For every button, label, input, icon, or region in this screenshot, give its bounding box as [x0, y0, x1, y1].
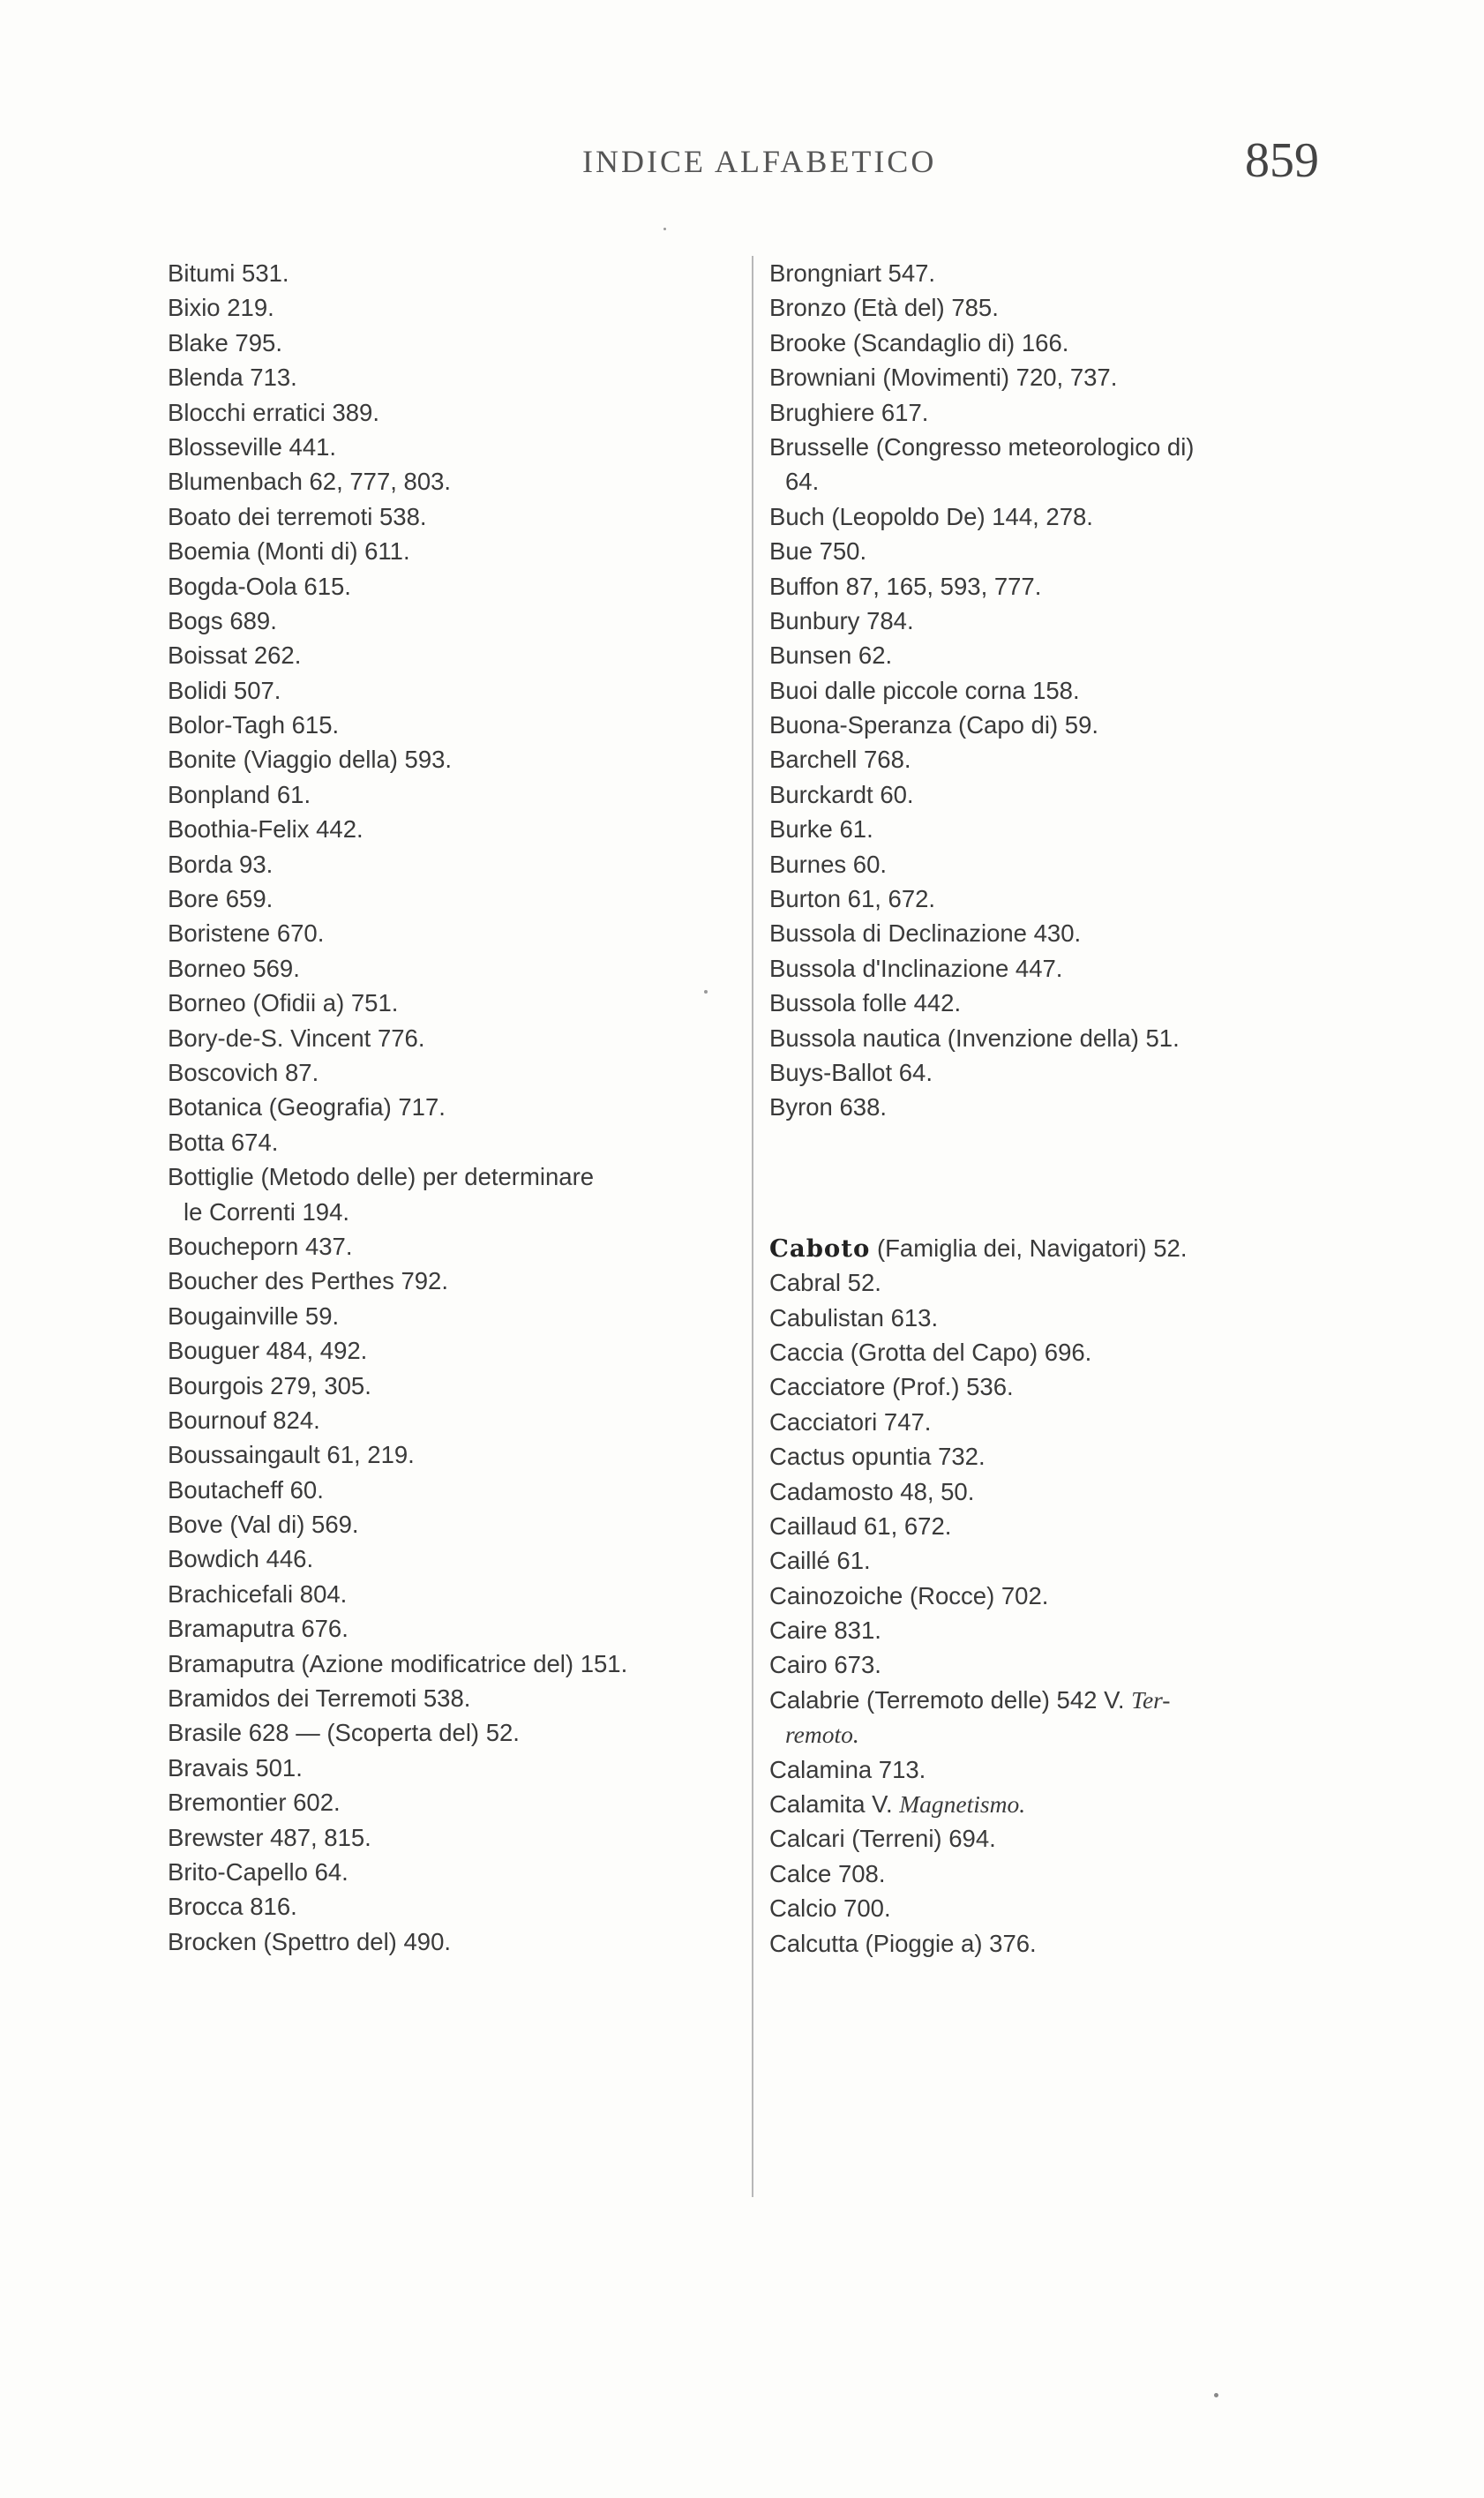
index-entry: Bourgois 279, 305.	[168, 1371, 371, 1399]
index-entry: Blosseville 441.	[168, 432, 337, 461]
index-entry: Brusselle (Congresso meteorologico di)	[769, 432, 1195, 461]
index-entry: Bowdich 446.	[168, 1545, 314, 1573]
index-entry: Cabral 52.	[769, 1269, 881, 1297]
page-header	[132, 132, 1319, 194]
index-entry-continuation	[769, 1717, 1369, 1752]
index-entry: Bunbury 784.	[769, 606, 914, 634]
index-entry: Calamina 713.	[769, 1755, 926, 1783]
index-entry: Burckardt 60.	[769, 780, 914, 808]
index-entry: Bitumi 531.	[168, 259, 289, 287]
index-entry: Bussola d'Inclinazione 447.	[769, 954, 1063, 982]
index-entry: Bue 750.	[769, 537, 867, 566]
index-entry: Barchell 768.	[769, 746, 911, 774]
index-entry-continuation: 64.	[785, 468, 820, 496]
index-entry: Brito-Capello 64.	[168, 1857, 349, 1886]
section-gap	[769, 1125, 1369, 1231]
calabrie-text: Calabrie (Terremoto delle) 542 V.	[769, 1685, 1132, 1714]
index-entry: Bogs 689.	[168, 606, 277, 634]
index-entry: Bussola di Declinazione 430.	[769, 919, 1082, 948]
left-index-column	[168, 256, 776, 1959]
index-entry: Bixio 219.	[168, 294, 274, 322]
index-entry: Cadamosto 48, 50.	[769, 1477, 975, 1505]
index-entry: Boristene 670.	[168, 919, 325, 948]
index-entry: Calcutta (Pioggie a) 376.	[769, 1929, 1037, 1957]
section-lead-rest: (Famiglia dei, Navigatori) 52.	[876, 1234, 1188, 1262]
index-entry: Burnes 60.	[769, 850, 888, 878]
index-entry: Bolor-Tagh 615.	[168, 711, 340, 739]
index-entry: Byron 638.	[769, 1093, 888, 1121]
index-entry: Borda 93.	[168, 850, 274, 878]
index-entry: Cacciatori 747.	[769, 1407, 932, 1436]
index-entry: Blumenbach 62, 777, 803.	[168, 468, 452, 496]
index-entry: Bravais 501.	[168, 1753, 303, 1782]
index-entry: Boothia-Felix 442.	[168, 815, 364, 844]
index-entry: Brewster 487, 815.	[168, 1823, 371, 1851]
calamita-crossref: Magnetismo.	[899, 1790, 1026, 1819]
index-entry: Brocca 816.	[168, 1893, 297, 1921]
calabrie-crossref-cont: remoto.	[785, 1721, 859, 1749]
index-entry: Bory-de-S. Vincent 776.	[168, 1024, 425, 1052]
index-entry: Calcio 700.	[769, 1894, 891, 1923]
index-entry: Buys-Ballot 64.	[769, 1058, 933, 1086]
index-entry: Botanica (Geografia) 717.	[168, 1093, 446, 1121]
index-entry: Bournouf 824.	[168, 1406, 320, 1434]
index-entry: Bronzo (Età del) 785.	[769, 294, 999, 322]
index-entry: Bougainville 59.	[168, 1302, 340, 1330]
calamita-text: Calamita V.	[769, 1790, 900, 1819]
index-entry-continuation: le Correnti 194.	[184, 1197, 350, 1226]
index-entry: Caillé 61.	[769, 1547, 871, 1575]
index-entry: Boscovich 87.	[168, 1058, 319, 1086]
index-entry: Bogda-Oola 615.	[168, 572, 351, 600]
index-entry: Buona-Speranza (Capo di) 59.	[769, 711, 1099, 739]
index-entry: Bussola folle 442.	[769, 989, 962, 1017]
index-entry: Cactus opuntia 732.	[769, 1443, 986, 1471]
index-entry: Brongniart 547.	[769, 259, 936, 287]
index-entry-calabrie	[769, 1683, 1369, 1717]
right-index-column	[752, 256, 1369, 2197]
index-entry: Buch (Leopoldo De) 144, 278.	[769, 502, 1093, 530]
index-entry: Boato dei terremoti 538.	[168, 502, 427, 530]
index-entry: Buoi dalle piccole corna 158.	[769, 676, 1080, 704]
index-entry: Boissat 262.	[168, 641, 302, 670]
index-entry: Cabulistan 613.	[769, 1303, 939, 1332]
index-entry: Bouguer 484, 492.	[168, 1337, 368, 1365]
index-entry: Bore 659.	[168, 885, 274, 913]
index-entry: Bonite (Viaggio della) 593.	[168, 746, 453, 774]
index-entry: Botta 674.	[168, 1128, 279, 1156]
index-entry: Bottiglie (Metodo delle) per determinare	[168, 1163, 595, 1191]
index-entry: Boemia (Monti di) 611.	[168, 537, 410, 566]
index-entry: Brughiere 617.	[769, 398, 929, 426]
stray-mark	[704, 990, 708, 994]
page-number: 859	[1245, 133, 1319, 188]
index-entry: Bussola nautica (Invenzione della) 51.	[769, 1024, 1180, 1052]
index-entry: Bramaputra 676.	[168, 1615, 349, 1643]
index-entry: Boucher des Perthes 792.	[168, 1267, 448, 1295]
index-entry: Caccia (Grotta del Capo) 696.	[769, 1338, 1092, 1366]
index-entry: Borneo 569.	[168, 954, 300, 982]
section-lead-entry	[769, 1231, 1369, 1265]
index-entry: Brocken (Spettro del) 490.	[168, 1927, 452, 1955]
index-entry: Bramaputra (Azione modificatrice del) 151.	[168, 1649, 628, 1677]
index-entry: Brasile 628 — (Scoperta del) 52.	[168, 1719, 520, 1747]
index-entry: Burton 61, 672.	[769, 885, 936, 913]
section-lead-word: Caboto	[769, 1234, 871, 1263]
header-dot	[663, 228, 666, 230]
index-entry: Calce 708.	[769, 1859, 886, 1887]
calabrie-crossref: Ter-	[1131, 1685, 1171, 1714]
index-entry: Burke 61.	[769, 815, 873, 844]
index-entry: Bremontier 602.	[168, 1789, 341, 1817]
index-entry: Borneo (Ofidii a) 751.	[168, 989, 399, 1017]
index-entry: Brachicefali 804.	[168, 1579, 348, 1608]
index-entry: Blake 795.	[168, 328, 282, 356]
index-entry: Bolidi 507.	[168, 676, 281, 704]
index-entry: Bunsen 62.	[769, 641, 893, 670]
running-title: INDICE ALFABETICO	[582, 144, 937, 179]
index-entry: Blenda 713.	[168, 364, 297, 392]
index-entry: Buffon 87, 165, 593, 777.	[769, 572, 1042, 600]
index-entry-calamita	[769, 1787, 1369, 1821]
index-entry: Calcari (Terreni) 694.	[769, 1825, 996, 1853]
index-entry: Caire 831.	[769, 1617, 881, 1645]
index-entry: Bonpland 61.	[168, 780, 311, 808]
index-entry: Boussaingault 61, 219.	[168, 1441, 415, 1469]
index-entry: Caillaud 61, 672.	[769, 1512, 952, 1540]
index-entry: Bramidos dei Terremoti 538.	[168, 1684, 471, 1713]
index-entry: Boucheporn 437.	[168, 1232, 353, 1260]
stray-mark	[1214, 2393, 1218, 2397]
index-entry: Bove (Val di) 569.	[168, 1511, 359, 1539]
index-entry: Boutacheff 60.	[168, 1475, 324, 1504]
index-entry: Brooke (Scandaglio di) 166.	[769, 328, 1069, 356]
index-entry: Cacciatore (Prof.) 536.	[769, 1373, 1014, 1401]
index-entry: Cairo 673.	[769, 1651, 881, 1679]
index-entry: Browniani (Movimenti) 720, 737.	[769, 364, 1118, 392]
index-entry: Blocchi erratici 389.	[168, 398, 379, 426]
index-entry: Cainozoiche (Rocce) 702.	[769, 1581, 1049, 1609]
